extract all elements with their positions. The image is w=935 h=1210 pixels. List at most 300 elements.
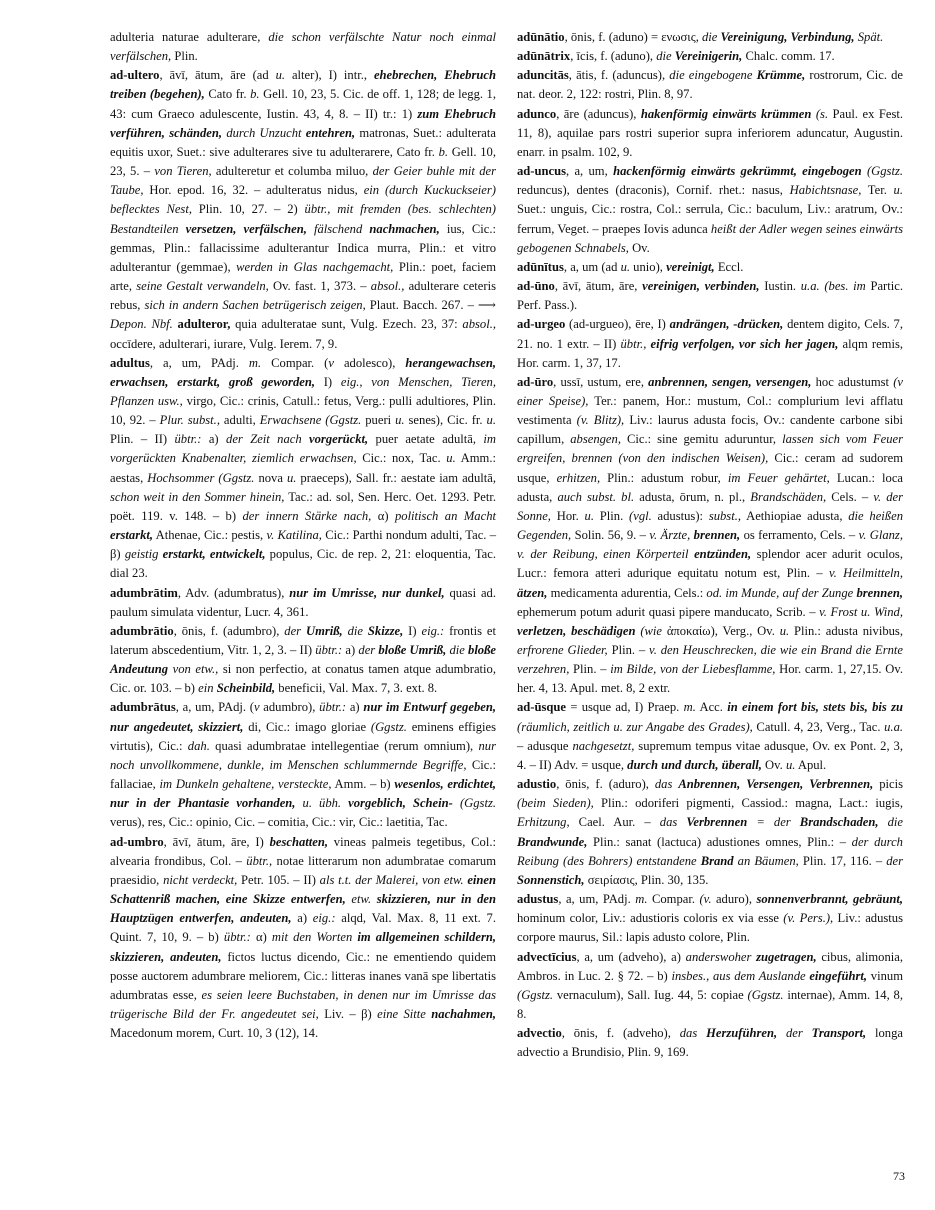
entry-text: b. bbox=[250, 87, 260, 102]
dictionary-entry bbox=[110, 354, 496, 584]
entry-text: ehebrechen, Ehebruch treiben (begehen), bbox=[110, 68, 496, 102]
left-column bbox=[110, 28, 496, 1043]
entry-text: der bbox=[358, 643, 379, 657]
entry-text: , a, um, bbox=[566, 164, 614, 179]
entry-text: absengen, bbox=[570, 432, 621, 447]
entry-text: Plin.: adustum robur, bbox=[600, 470, 728, 485]
entry-text: in einem fort bis, stets bis, bis zu bbox=[727, 700, 903, 715]
entry-text: u. bbox=[785, 757, 796, 772]
entry-text: quasi ad. paulum simulata videntur, Lucr. 4, 361. bbox=[110, 585, 496, 619]
entry-text: der bbox=[284, 623, 306, 638]
dictionary-entry bbox=[110, 66, 496, 353]
entry-text: Erwachsene (Ggstz. bbox=[259, 413, 362, 428]
entry-text: u.a. (bes. im bbox=[800, 279, 866, 294]
entry-text: schon weit in den Sommer hinein, bbox=[110, 489, 285, 504]
entry-text: Depon. Nbf. bbox=[110, 317, 173, 332]
entry-text: nicht verdeckt, bbox=[163, 872, 238, 887]
entry-text: Plin. – bbox=[569, 662, 611, 677]
entry-text: eminens effigies virtutis), Cic.: bbox=[110, 719, 497, 753]
entry-text: matronas, Suet.: adulterata equitis uxor, Suet.: sive adulterares sive tu adulterarere, Cato fr. bbox=[110, 125, 496, 159]
entry-text: v bbox=[328, 355, 334, 370]
entry-text: hoc adustumst bbox=[811, 374, 894, 389]
entry-text: Habichtsnase, bbox=[789, 183, 862, 198]
entry-text: u. bbox=[286, 470, 297, 485]
entry-text: nachgesetzt, bbox=[572, 738, 635, 753]
entry-text: Paul. ex Fest. 11, 8), aquilae pars rostri superior supra inferiorem aduncatur, Augustin. enarr. in psalm. 102, 9. bbox=[517, 106, 903, 159]
entry-text: fictos luctus dicendo, Cic.: ne ementiendo quidem posse auctorem adumbrare meliorem, Cic.: litteras inanes vanā spe libertatis adumbratas esse, bbox=[110, 949, 497, 1002]
entry-text: I) bbox=[403, 623, 422, 638]
entry-text: α) bbox=[371, 508, 395, 523]
entry-text: , āre (aduncus), bbox=[556, 106, 641, 121]
entry-text: a) bbox=[201, 432, 227, 447]
entry-text: durch Unzucht bbox=[222, 125, 306, 140]
entry-text: I) bbox=[314, 374, 341, 389]
entry-text: vorgerückt, bbox=[309, 432, 369, 447]
entry-headword: adunco bbox=[517, 106, 557, 121]
entry-text: ephemerum potum adurit quasi pipere manducato, Scrib. – bbox=[517, 604, 820, 619]
entry-text: (ad-urgueo), ēre, I) bbox=[565, 317, 670, 332]
entry-text: Cic.: ceram ad sudorem usque, bbox=[517, 451, 903, 485]
dictionary-entry bbox=[110, 584, 496, 622]
entry-headword: adustus bbox=[517, 892, 559, 907]
entry-text: im Feuer gehärtet, bbox=[727, 470, 830, 485]
entry-text: , a, um (adveho), a) bbox=[576, 949, 686, 964]
entry-text: vereinigen, verbinden, bbox=[642, 279, 760, 294]
entry-text: , ussī, ustum, ere, bbox=[553, 374, 649, 389]
entry-text: Gell. 10, 23, 5. – bbox=[110, 144, 496, 179]
entry-text: Gell. 10, 23, 5. Cic. de off. 1, 128; de legg. 1, 43: cum Graeco adulescente, Iustin. 43, 4, 8. – II) tr.: 1) bbox=[110, 87, 497, 121]
entry-text: seine Gestalt verwandeln, bbox=[136, 279, 269, 294]
entry-text: Cic.: sine gemitu aduruntur, bbox=[620, 432, 783, 447]
entry-text: Vereinigung, Verbindung, bbox=[720, 30, 855, 44]
entry-text: durch und durch, überall, bbox=[627, 757, 762, 772]
entry-text: v. Ärzte, bbox=[649, 528, 694, 543]
entry-text: nur im Umrisse, nur dunkel, bbox=[289, 585, 445, 600]
entry-text: nova bbox=[254, 470, 287, 485]
entry-text: der bbox=[886, 853, 903, 868]
entry-text: adumbro), bbox=[259, 700, 320, 715]
entry-text: u. bbox=[446, 451, 456, 466]
entry-text: Skizze, bbox=[367, 623, 404, 638]
entry-headword: aduncitās bbox=[517, 68, 569, 83]
entry-text: die bbox=[342, 623, 368, 638]
entry-text: (Ggstz. bbox=[459, 796, 496, 811]
entry-text: der bbox=[777, 1026, 812, 1041]
entry-text: , āvī, ātum, āre (ad bbox=[159, 68, 276, 83]
entry-text: subst., bbox=[708, 508, 742, 523]
entry-text: b. bbox=[438, 144, 449, 159]
entry-text: sonnenverbrannt, gebräunt, bbox=[756, 892, 903, 907]
entry-text: Athenae, Cic.: pestis, bbox=[153, 528, 267, 543]
entry-text: übtr.: bbox=[223, 930, 251, 945]
entry-text: Ter.: panem, Hor.: mustum, Col.: complurium levi afflatu vestimenta bbox=[517, 393, 903, 428]
entry-text: eig.: bbox=[421, 623, 445, 638]
entry-text: α) bbox=[250, 930, 272, 945]
entry-text: a) bbox=[342, 643, 359, 657]
entry-text: m. bbox=[683, 700, 696, 715]
entry-headword: ad-ūsque bbox=[517, 700, 566, 715]
entry-text: adulteror, bbox=[172, 317, 231, 332]
entry-text: eifrig verfolgen, vor sich her jagen, bbox=[646, 336, 839, 351]
entry-text: alqm remis, Hor. carm. 1, 37, 17. bbox=[517, 336, 903, 370]
entry-text: verletzen, beschädigen bbox=[517, 623, 636, 638]
entry-text: erstarkt, entwickelt, bbox=[162, 547, 266, 562]
entry-text: , āvī, ātum, āre, bbox=[554, 279, 643, 294]
entry-text: , āvī, ātum, āre, I) bbox=[163, 834, 270, 849]
entry-text: Hor. epod. 16, 32. – adulteratus nidus, bbox=[143, 183, 364, 198]
entry-text: entehren, bbox=[305, 125, 356, 140]
entry-text: Iustin. bbox=[759, 279, 801, 294]
entry-text: an Bäumen, bbox=[733, 853, 799, 868]
entry-text: im Dunkeln gehaltene, versteckte, bbox=[159, 777, 332, 792]
entry-text: dentem digito, Cels. 7, 21. no. 1 extr. – II) bbox=[517, 317, 903, 351]
page-number: 73 bbox=[893, 1169, 905, 1183]
entry-text: v. Katilina, bbox=[266, 528, 322, 543]
entry-headword: ad-umbro bbox=[110, 834, 164, 849]
entry-text: zugetragen, bbox=[756, 949, 817, 964]
entry-text: a) bbox=[346, 700, 364, 715]
entry-text: frontis et laterum abscedentium, Vitr. 1, 2, 3. – II) bbox=[110, 623, 497, 657]
entry-text: senes), Cic. fr. bbox=[404, 413, 487, 428]
entry-text: (Ggstz. bbox=[747, 987, 784, 1002]
entry-text: rostrorum, Cic. de nat. deor. 2, 122: rostri, Plin. 8, 97. bbox=[517, 68, 903, 102]
entry-text: (wie bbox=[635, 623, 662, 638]
dictionary-entry bbox=[110, 622, 496, 699]
entry-text: u. bbox=[779, 623, 790, 638]
entry-text: wesenlos, erdichtet, nur in der Phantasie vorhanden, bbox=[110, 777, 497, 811]
entry-text: die heißen Gegenden, bbox=[517, 508, 903, 543]
entry-text: erhitzen, bbox=[556, 470, 601, 485]
dictionary-entry bbox=[517, 373, 903, 699]
entry-text: σειρίασις, Plin. 30, 135. bbox=[584, 872, 709, 887]
entry-text: Brand bbox=[700, 853, 734, 868]
dictionary-entry bbox=[517, 890, 903, 947]
entry-text: brennen, bbox=[856, 585, 903, 600]
entry-text: Amm. – b) bbox=[331, 777, 395, 792]
entry-text: u.a. bbox=[884, 719, 904, 734]
entry-text: u. bbox=[893, 183, 903, 198]
entry-text: Liv. – β) bbox=[318, 1006, 378, 1021]
entry-text: herangewachsen, erwachsen, erstarkt, groß geworden, bbox=[110, 355, 496, 389]
entry-text: Plin.: adusta nivibus, bbox=[789, 623, 903, 638]
entry-text: , Adv. (adumbratus), bbox=[177, 585, 290, 600]
entry-text: nachmachen, bbox=[369, 221, 440, 236]
entry-text: adolesco), bbox=[333, 355, 406, 370]
entry-text: (s. bbox=[811, 106, 829, 121]
entry-headword: ad-ūro bbox=[517, 374, 554, 389]
dictionary-entry bbox=[517, 1024, 903, 1062]
dictionary-entry bbox=[517, 258, 903, 277]
entry-text: eig.: bbox=[312, 911, 336, 926]
entry-headword: ad-ultero bbox=[110, 68, 160, 83]
entry-text: zum Ehebruch verführen, schänden, bbox=[110, 106, 497, 140]
entry-text: die eingebogene bbox=[669, 68, 757, 83]
dictionary-entry bbox=[517, 66, 903, 104]
entry-text: ius, Cic.: gemmas, Plin.: fallacissime adulterantur Indica murra, Plin.: et vitro adulterantur (gemmae), bbox=[110, 221, 496, 274]
entry-text: alter), I) intr., bbox=[285, 68, 374, 83]
entry-text: adustus): bbox=[651, 508, 709, 523]
entry-text: , ōnis, f. (adveho), bbox=[561, 1026, 680, 1041]
entry-text: beschatten, bbox=[269, 834, 328, 849]
entry-text: der Geier buhle mit der Taube, bbox=[110, 164, 496, 198]
entry-text: v. den Heuschrecken, die wie ein Brand die Ernte verzehren, bbox=[517, 643, 904, 677]
entry-text: das bbox=[659, 815, 687, 830]
entry-text: Brandschaden, bbox=[799, 815, 879, 830]
entry-text: Hor. bbox=[550, 508, 585, 523]
entry-text: Cic.: nox, Tac. bbox=[356, 451, 447, 466]
entry-text: übtr.: bbox=[174, 432, 202, 447]
entry-text: ätzen, bbox=[517, 585, 548, 600]
entry-text: nur noch unvollkommene, dunkle, im Menschen schlummernde Begriffe, bbox=[110, 738, 496, 772]
entry-headword: adūnātio bbox=[517, 30, 565, 44]
entry-text bbox=[453, 796, 460, 810]
entry-text: heißt der Adler wegen seines einwärts gebogenen Schnabels, bbox=[517, 221, 904, 255]
entry-text: der Zeit nach bbox=[226, 432, 310, 447]
entry-text: vinum bbox=[867, 968, 903, 983]
entry-text: hominum color, Liv.: adustioris coloris ex via esse bbox=[517, 911, 784, 926]
entry-text: a) bbox=[291, 911, 313, 926]
entry-text: übtr., bbox=[620, 336, 647, 351]
entry-text: eingeführt, bbox=[809, 968, 868, 983]
entry-text: puer aetate adultā, bbox=[368, 432, 484, 447]
entry-text: , a, um (ad bbox=[563, 259, 621, 274]
entry-text: andrängen, -drücken, bbox=[669, 317, 784, 332]
dictionary-entry bbox=[517, 47, 903, 66]
entry-text: Partic. Perf. Pass.). bbox=[517, 279, 903, 313]
entry-text: Suet.: unguis, Cic.: rostra, Col.: serrula, Cic.: baculum, Liv.: aratrum, Ov.: ferrum, Veget. – praepes Iovis adunca bbox=[517, 202, 903, 236]
entry-text: , a, um, PAdj. bbox=[149, 355, 249, 370]
right-column bbox=[517, 28, 903, 1062]
dictionary-entry bbox=[517, 105, 903, 162]
entry-text: Liv.: laurus adusta focis, Ov.: candente carbone sibi capillum, bbox=[517, 413, 903, 447]
entry-text: longa advectio a Brundisio, Plin. 9, 169. bbox=[517, 1026, 903, 1060]
entry-text: unio), bbox=[630, 259, 667, 274]
entry-text: , ōnis, f. (aduro), bbox=[556, 777, 655, 792]
entry-text: , a, um, PAdj. bbox=[558, 892, 636, 907]
entry-headword: adumbrātus bbox=[110, 700, 176, 715]
entry-text: Ov. bbox=[761, 757, 786, 772]
entry-text: Plin.: poet, faciem arte, bbox=[110, 259, 496, 294]
entry-text: Lucan.: loca adusta, bbox=[517, 470, 904, 504]
entry-text: splendor acer adurit oculos, Lucr.: femora atteri adurique equitatu notum est, Plin. – bbox=[517, 547, 903, 581]
entry-text: von etw., bbox=[168, 662, 219, 677]
entry-text: Plin. – II) bbox=[110, 432, 175, 447]
entry-text: erfrorene Glieder, bbox=[517, 643, 608, 657]
entry-text: Apul. bbox=[795, 757, 827, 772]
entry-text: hakenförmig einwärts krümmen bbox=[640, 106, 812, 121]
dictionary-entry bbox=[110, 28, 496, 66]
entry-text: (v. Blitz), bbox=[576, 413, 625, 428]
entry-headword: adultus bbox=[110, 355, 150, 370]
entry-text: Cael. Aur. – bbox=[569, 815, 660, 830]
entry-text: os ferramento, Cels. – bbox=[740, 528, 859, 543]
entry-text: u. bbox=[620, 259, 631, 274]
entry-text: Cels. – bbox=[826, 489, 874, 504]
entry-text: medicamenta adurentia, Cels.: bbox=[547, 585, 707, 600]
entry-text: Erhitzung, bbox=[517, 815, 570, 830]
entry-text: (Ggstz. bbox=[517, 987, 554, 1002]
entry-text: pueri bbox=[361, 413, 396, 428]
entry-text: di, Cic.: imago gloriae bbox=[243, 719, 371, 734]
entry-text: Plin. 10, 27. – 2) bbox=[191, 202, 305, 217]
entry-text: u. übh. bbox=[295, 796, 349, 811]
entry-text: verus), res, Cic.: opinio, Cic. – comitia, Cic.: vir, Cic.: laetitia, Tac. bbox=[110, 815, 448, 830]
entry-text: praeceps), Sall. fr.: aestate iam adultā, bbox=[296, 470, 497, 485]
entry-text: Vereinigerin, bbox=[674, 49, 743, 64]
entry-text: anbrennen, sengen, versengen, bbox=[648, 374, 812, 389]
entry-text: reduncus), dentes (draconis), Cornif. rhet.: nasus, bbox=[517, 183, 790, 198]
entry-text: quia adulteratae sunt, Vulg. Ezech. 23, 37: bbox=[230, 317, 463, 332]
entry-text: (Ggstz. bbox=[861, 164, 904, 179]
entry-text: geistig bbox=[124, 547, 163, 562]
entry-text: populus, Cic. de rep. 2, 21: eloquentia, Tac. dial 23. bbox=[110, 547, 496, 581]
entry-text: die schon verfälschte Natur noch einmal verfälschen, bbox=[110, 30, 496, 64]
entry-text: mit den Worten bbox=[271, 930, 358, 945]
entry-text: quasi adumbratae intellegentiae (rerum omnium), bbox=[209, 738, 479, 753]
entry-text: cibus, alimonia, Ambros. in Luc. 2. § 72. – b) bbox=[517, 949, 903, 983]
entry-text: picis bbox=[873, 777, 903, 792]
entry-text: der durch Reibung (des Bohrers) entstandene bbox=[517, 834, 903, 868]
entry-text: Plin. bbox=[594, 508, 630, 523]
entry-text: u. bbox=[275, 68, 286, 83]
entry-text: beneficii, Val. Max. 7, 3. ext. 8. bbox=[275, 681, 438, 696]
dictionary-entry bbox=[517, 162, 903, 258]
dictionary-entry bbox=[517, 315, 903, 372]
entry-text: Brandwunde, bbox=[517, 834, 588, 849]
entry-text: Aethiopiae adusta, bbox=[741, 508, 849, 523]
entry-text: notae litterarum non adumbratae comarum praesidio, bbox=[110, 853, 496, 887]
entry-text: adulteria naturae adulterare, bbox=[110, 30, 269, 44]
entry-text: nachahmen, bbox=[431, 1006, 497, 1021]
entry-text: von Tieren, bbox=[154, 164, 212, 179]
entry-text: der innern Stärke nach, bbox=[242, 508, 372, 523]
entry-text: m. bbox=[635, 892, 648, 907]
entry-text: Compar. ( bbox=[261, 355, 329, 370]
entry-text: Amm.: aestas, bbox=[110, 451, 496, 485]
entry-text: Hor. carm. 1, 27,15. Ov. her. 4, 13. Apul. met. 8, 2 extr. bbox=[517, 662, 903, 696]
entry-text: si non perfectio, at conatus tamen atque adumbratio, Cic. or. 103. – b) bbox=[110, 662, 496, 696]
entry-text: virgo, Cic.: crinis, Catull.: fetus, Verg.: pulli adultiores, Plin. 10, 92. – bbox=[110, 393, 497, 428]
entry-text: die bbox=[446, 643, 469, 657]
entry-text: , ātis, f. (aduncus), bbox=[568, 68, 670, 83]
entry-text: nur im Entwurf gegeben, nur angedeutet, skizziert, bbox=[110, 700, 496, 734]
entry-text: im Bilde, von der Liebesflamme, bbox=[610, 662, 776, 677]
entry-text: , a, um, PAdj. ( bbox=[175, 700, 254, 715]
entry-text: ἀποκαίω), Verg., Ov. bbox=[662, 623, 780, 638]
entry-text: fälschend bbox=[306, 221, 370, 236]
entry-headword: adūnītus bbox=[517, 259, 564, 274]
entry-text: Macedonum morem, Curt. 10, 3 (12), 14. bbox=[110, 1026, 319, 1041]
entry-text: als t.t. der Malerei, von etw. bbox=[319, 872, 468, 887]
entry-headword: ad-urgeo bbox=[517, 317, 566, 332]
entry-text: Brandschäden, bbox=[750, 489, 827, 504]
entry-text: auch subst. bl. bbox=[557, 489, 635, 504]
entry-text: Krümme, bbox=[756, 68, 806, 83]
entry-text: Transport, bbox=[811, 1026, 867, 1041]
entry-text: internae), Amm. 14, 8, 8. bbox=[517, 987, 903, 1021]
entry-text: (v. bbox=[699, 892, 712, 907]
entry-text: v. Heilmitteln, bbox=[829, 566, 903, 581]
entry-text: vorgeblich, Schein- bbox=[348, 796, 453, 811]
entry-text: brennen, bbox=[693, 528, 741, 543]
entry-text: v. Glanz, v. der Reibung, einen Körperteil bbox=[517, 528, 903, 562]
entry-text: lassen sich vom Feuer ergreifen, brennen (von den indischen Weisen), bbox=[517, 432, 903, 466]
entry-text: Plur. subst., bbox=[159, 413, 220, 428]
entry-text: Spät. bbox=[854, 30, 884, 44]
entry-text: Umriß, bbox=[305, 623, 343, 638]
entry-text: eig., von Menschen, Tieren, Pflanzen usw., bbox=[110, 374, 496, 408]
entry-text: Plaut. Bacch. 267. – ⟶ bbox=[365, 298, 496, 313]
entry-headword: adūnātrix bbox=[517, 49, 571, 64]
entry-text: die bbox=[878, 815, 903, 830]
entry-text: Ov. fast. 1, 373. – bbox=[268, 279, 371, 294]
entry-text: vereinigt, bbox=[666, 259, 715, 274]
entry-text: Ter. bbox=[861, 183, 894, 198]
entry-headword: adumbrātio bbox=[110, 623, 174, 638]
entry-text: Eccl. bbox=[714, 259, 744, 274]
entry-text: Scheinbild, bbox=[216, 681, 276, 696]
entry-text: v. Frost u. Wind, bbox=[819, 604, 903, 619]
entry-text: occīdere, adulterari, iurare, Vulg. Ierem. 7, 9. bbox=[110, 336, 338, 351]
entry-text: (Ggstz. bbox=[370, 719, 407, 734]
entry-text: Herzuführen, bbox=[706, 1026, 778, 1041]
entry-text: insbes., aus dem Auslande bbox=[671, 968, 810, 983]
entry-text: u. bbox=[395, 413, 405, 428]
entry-text: m. bbox=[248, 355, 262, 370]
entry-text: werden in Glas nachgemacht, bbox=[236, 259, 394, 274]
entry-headword: adumbrātim bbox=[110, 585, 178, 600]
entry-text: Liv.: adustus corpore maurus, Sil.: lapis adusto colore, Plin. bbox=[517, 911, 903, 945]
entry-text: aduro), bbox=[711, 892, 757, 907]
entry-text: Plin. – bbox=[607, 643, 650, 657]
entry-text: das bbox=[654, 777, 679, 792]
entry-text: übtr.: bbox=[315, 643, 343, 657]
entry-text: Chalc. comm. 17. bbox=[742, 49, 835, 64]
entry-text: , ōnis, f. (adumbro), bbox=[173, 623, 285, 638]
dictionary-entry bbox=[517, 277, 903, 315]
entry-text: übtr., mit fremden (bes. schlechten) Bestandteilen bbox=[110, 202, 496, 236]
entry-text: absol., bbox=[370, 279, 405, 294]
entry-text: adulti, bbox=[219, 413, 260, 428]
entry-text: Ov. bbox=[628, 240, 650, 255]
entry-headword: ad-ūno bbox=[517, 279, 555, 294]
entry-headword: ad-uncus bbox=[517, 164, 566, 179]
entry-text: Cic.: Parthi nondum adulti, Tac. – β) bbox=[110, 528, 496, 562]
entry-text: Catull. 4, 23, Verg., Tac. bbox=[752, 719, 885, 734]
entry-text: Compar. bbox=[647, 892, 700, 907]
entry-text: Cic.: fallaciae, bbox=[110, 757, 496, 792]
entry-text: vernaculum), Sall. Iug. 44, 5: copiae bbox=[553, 987, 748, 1002]
entry-text: dah. bbox=[187, 738, 210, 753]
entry-text: ein (durch Kuckuckseier) beflecktes Nest, bbox=[110, 183, 496, 217]
entry-text: Plin. bbox=[171, 49, 198, 64]
entry-text: Solin. 56, 9. – bbox=[571, 528, 650, 543]
entry-text: = usque ad, I) Praep. bbox=[566, 700, 684, 715]
entry-text: u. bbox=[486, 413, 496, 428]
entry-text: die bbox=[702, 30, 721, 44]
entry-text: es seien leere Buchstaben, in denen nur im Umrisse das trügerische Bild der Fr. angedeutet sei, bbox=[110, 987, 496, 1021]
entry-text: das bbox=[679, 1026, 707, 1041]
dictionary-entry bbox=[517, 948, 903, 1025]
entry-text: eine Sitte bbox=[377, 1006, 432, 1021]
entry-text: Petr. 105. – II) bbox=[237, 872, 320, 887]
entry-text: im allgemeinen schildern, skizzieren, andeuten, bbox=[110, 930, 496, 964]
entry-text: v bbox=[253, 700, 260, 715]
entry-text: , īcis, f. (aduno), bbox=[570, 49, 657, 64]
entry-text: (beim Sieden), bbox=[517, 796, 594, 811]
entry-text: = der bbox=[747, 815, 800, 830]
entry-text: Plin. 17, 116. – bbox=[798, 853, 887, 868]
